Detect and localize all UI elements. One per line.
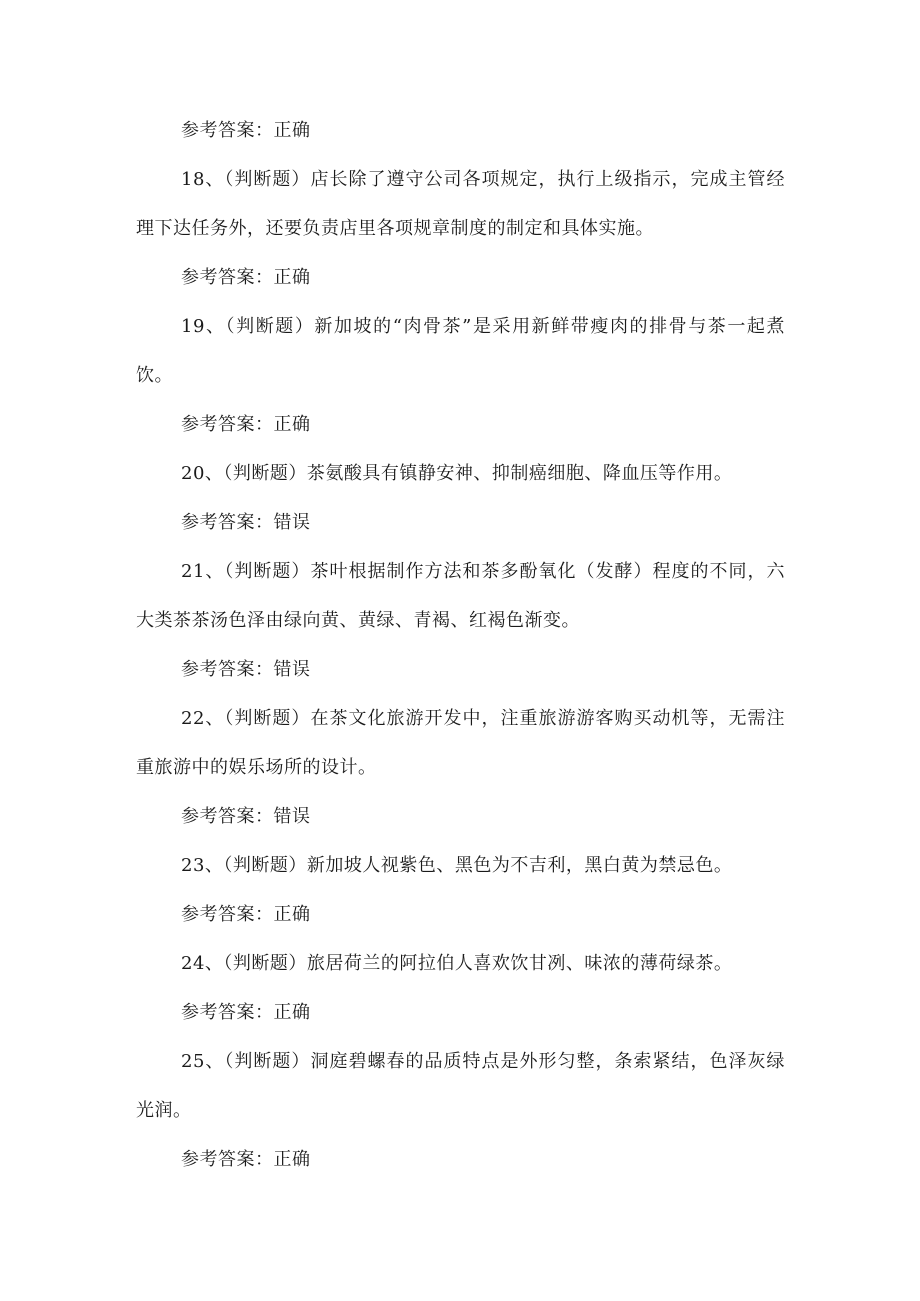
question-20-line-1 <box>181 462 732 486</box>
question-number: 20、 <box>181 463 224 484</box>
question-number: 21、 <box>181 561 225 582</box>
question-type: （判断题） <box>223 855 307 876</box>
question-text: 新加坡人视紫色、黑色为不吉利，黑白黄为禁忌色。 <box>306 855 733 876</box>
question-number: 23、 <box>181 855 224 876</box>
question-24-line-1 <box>181 952 732 976</box>
answer-value: 正确 <box>273 904 311 925</box>
answer-label: 参考答案： <box>181 120 274 141</box>
answer-18 <box>181 266 311 290</box>
question-number: 19、 <box>181 316 226 337</box>
question-text: 店长除了遵守公司各项规定，执行上级指示，完成主管经 <box>310 169 786 190</box>
question-type: （判断题） <box>224 169 311 190</box>
answer-19 <box>181 413 311 437</box>
question-type: （判断题） <box>223 953 307 974</box>
question-type: （判断题） <box>223 463 307 484</box>
answer-17 <box>181 119 311 143</box>
answer-label: 参考答案： <box>181 1149 274 1170</box>
answer-label: 参考答案： <box>181 512 274 533</box>
question-22-line-2: 重旅游中的娱乐场所的设计。 <box>136 757 377 778</box>
question-number: 25、 <box>181 1051 225 1072</box>
answer-label: 参考答案： <box>181 904 274 925</box>
question-type: （判断题） <box>224 708 311 729</box>
question-text: 茶叶根据制作方法和茶多酚氧化（发酵）程度的不同，六 <box>310 561 786 582</box>
question-21-line-1 <box>181 560 785 584</box>
question-19-line-1 <box>181 315 785 339</box>
answer-value: 错误 <box>273 659 311 680</box>
question-text: 洞庭碧螺春的品质特点是外形匀整，条索紧结，色泽灰绿 <box>310 1051 786 1072</box>
answer-23 <box>181 903 311 927</box>
question-number: 22、 <box>181 708 225 729</box>
question-number: 24、 <box>181 953 224 974</box>
question-text: 旅居荷兰的阿拉伯人喜欢饮甘冽、味浓的薄荷绿茶。 <box>306 953 733 974</box>
question-text: 新加坡的“肉骨茶”是采用新鲜带瘦肉的排骨与茶一起煮 <box>314 316 786 337</box>
answer-label: 参考答案： <box>181 1002 274 1023</box>
answer-22 <box>181 805 311 829</box>
answer-label: 参考答案： <box>181 414 274 435</box>
question-number: 18、 <box>181 169 225 190</box>
answer-label: 参考答案： <box>181 806 274 827</box>
question-type: （判断题） <box>224 1051 311 1072</box>
answer-label: 参考答案： <box>181 267 274 288</box>
question-18-line-1 <box>181 168 785 192</box>
answer-value: 错误 <box>273 512 311 533</box>
answer-20 <box>181 511 311 535</box>
question-18-line-2: 理下达任务外，还要负责店里各项规章制度的制定和具体实施。 <box>136 218 654 239</box>
answer-value: 正确 <box>273 1149 311 1170</box>
question-21-line-2: 大类茶茶汤色泽由绿向黄、黄绿、青褐、红褐色渐变。 <box>136 610 580 631</box>
answer-value: 正确 <box>273 414 311 435</box>
answer-21 <box>181 658 311 682</box>
question-text: 在茶文化旅游开发中，注重旅游游客购买动机等，无需注 <box>310 708 786 729</box>
question-19-line-2: 饮。 <box>136 365 173 386</box>
question-text: 茶氨酸具有镇静安神、抑制癌细胞、降血压等作用。 <box>306 463 733 484</box>
question-25-line-1 <box>181 1050 785 1074</box>
answer-25 <box>181 1148 311 1172</box>
answer-value: 正确 <box>273 267 311 288</box>
question-type: （判断题） <box>225 316 315 337</box>
question-22-line-1 <box>181 707 785 731</box>
answer-value: 错误 <box>273 806 311 827</box>
answer-value: 正确 <box>273 1002 311 1023</box>
answer-label: 参考答案： <box>181 659 274 680</box>
answer-24 <box>181 1001 311 1025</box>
question-type: （判断题） <box>224 561 311 582</box>
answer-value: 正确 <box>273 120 311 141</box>
question-23-line-1 <box>181 854 732 878</box>
question-25-line-2: 光润。 <box>136 1100 192 1121</box>
